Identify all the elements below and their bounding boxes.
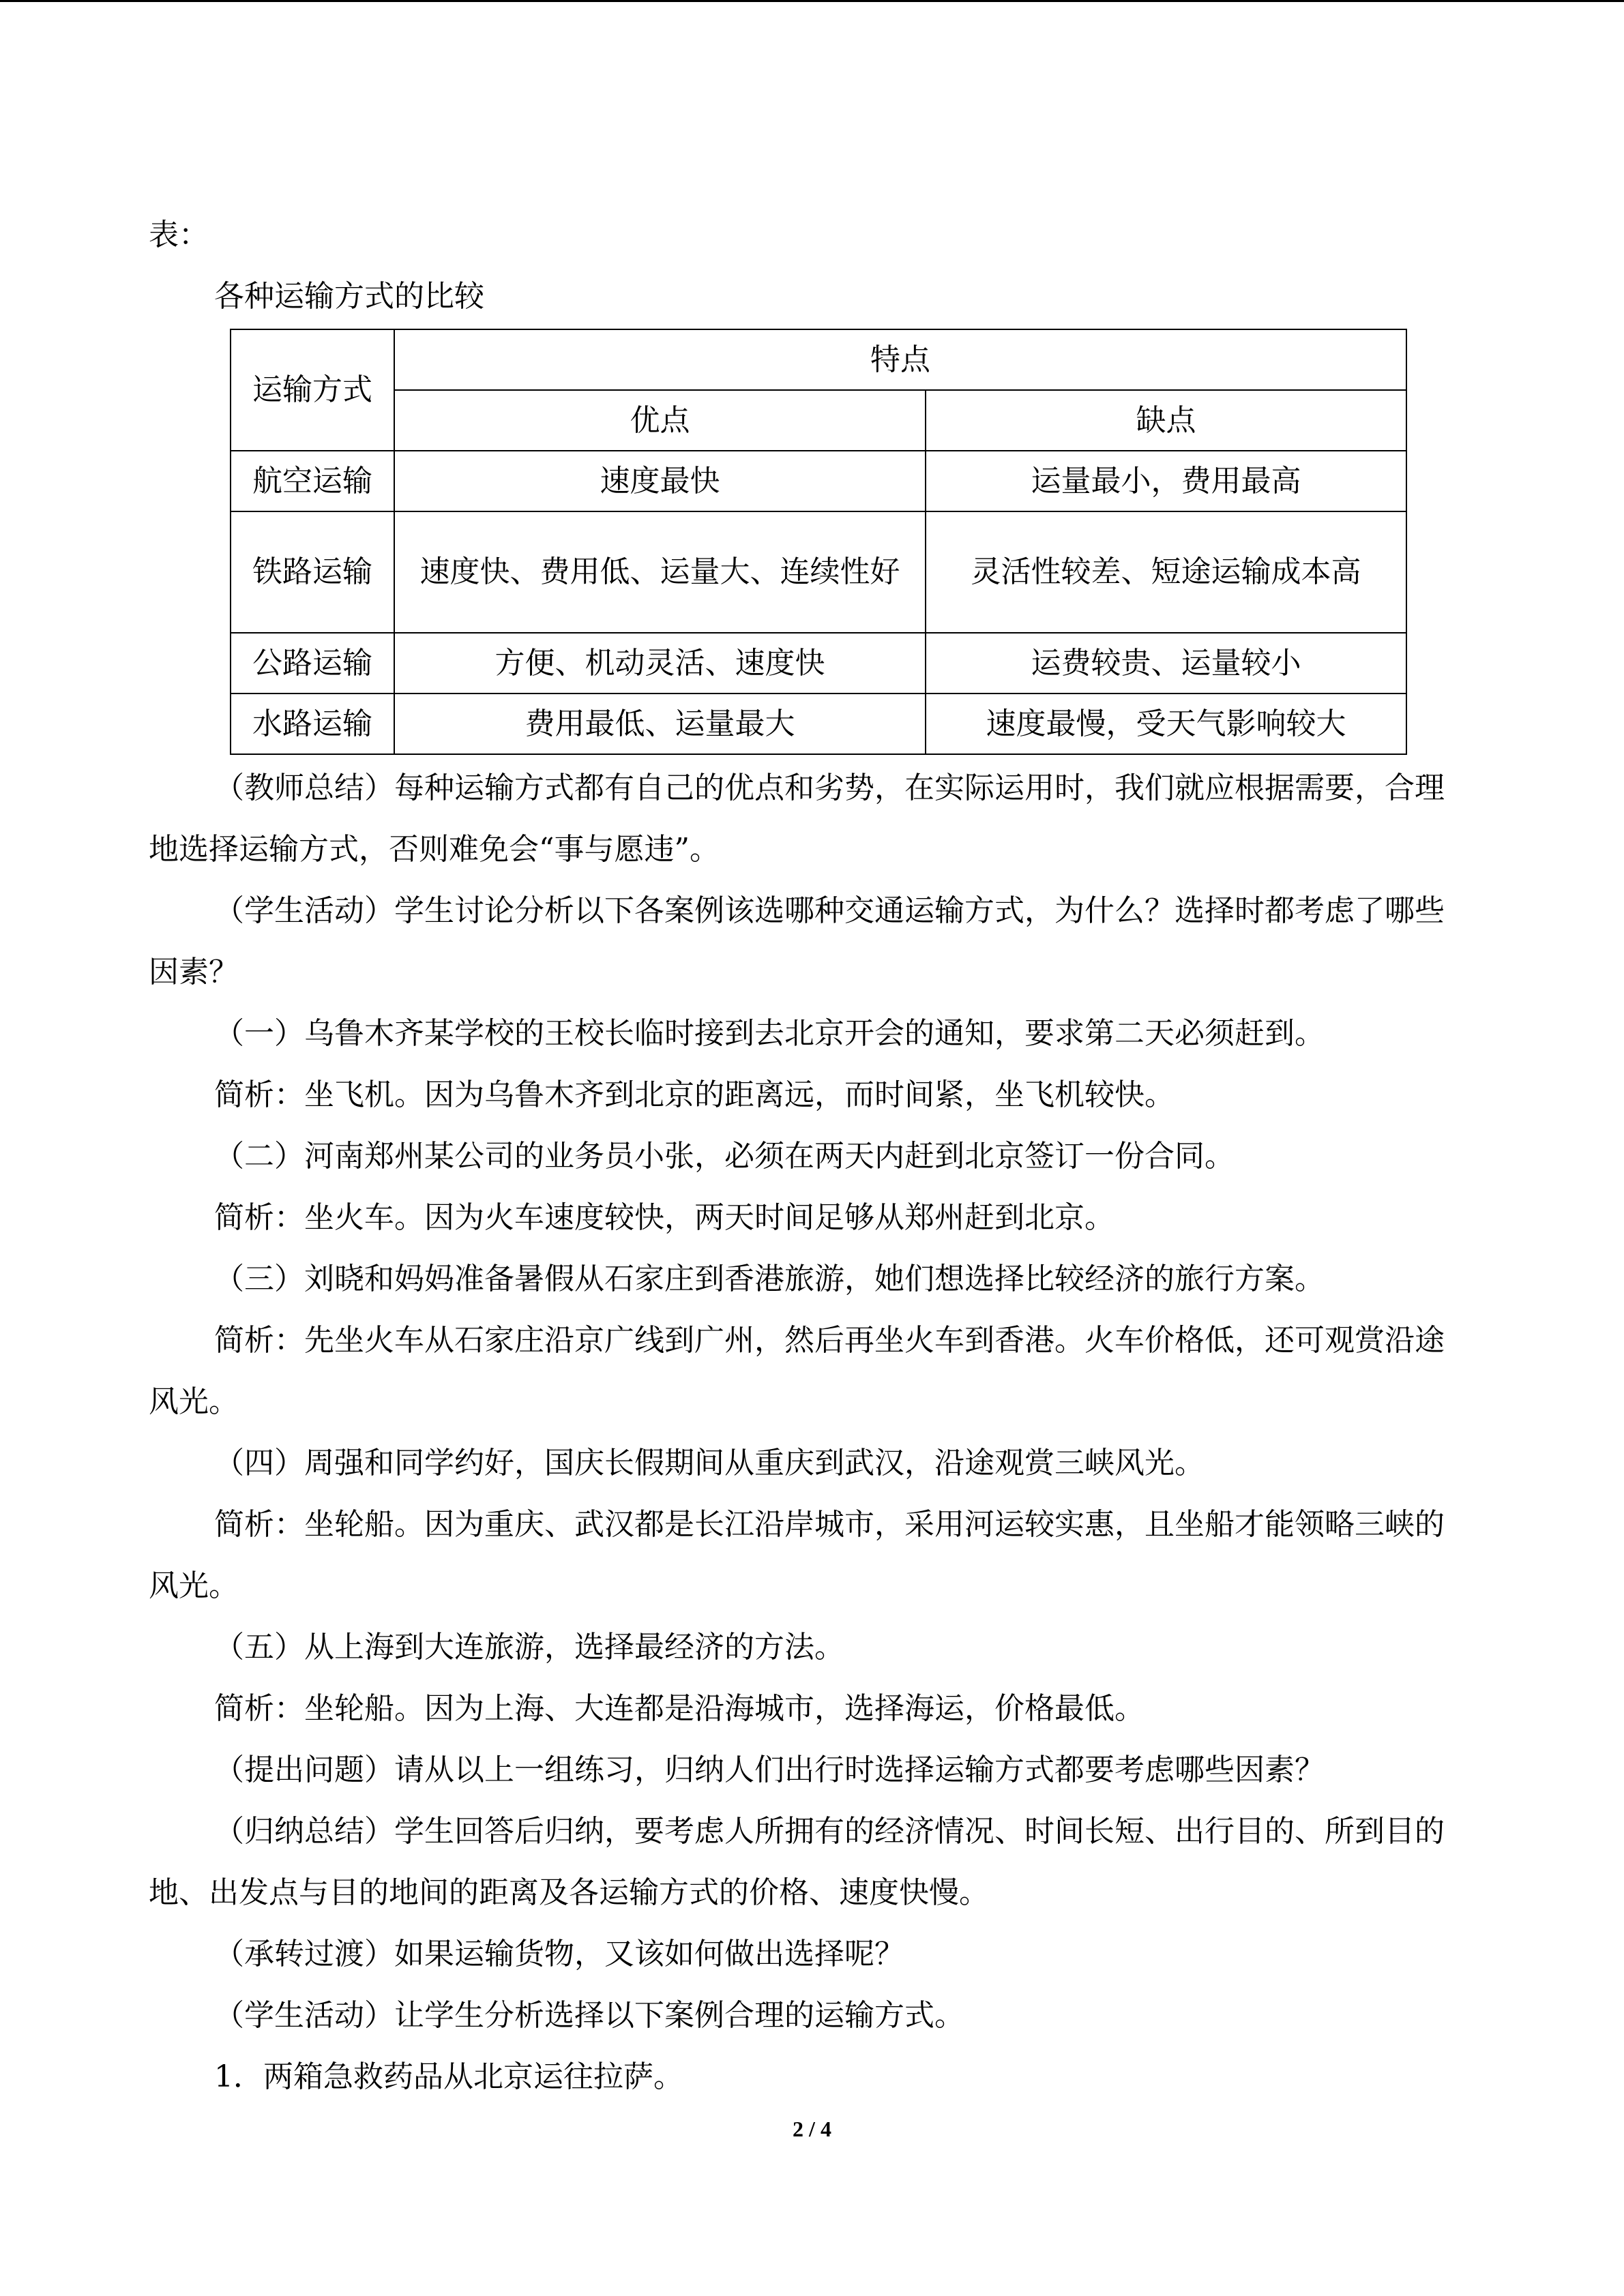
paragraph-question: （提出问题）请从以上一组练习，归纳人们出行时选择运输方式都要考虑哪些因素？ bbox=[214, 1753, 1325, 1787]
row-advantages: 速度最快 bbox=[394, 451, 926, 511]
case-4: （四）周强和同学约好，国庆长假期间从重庆到武汉，沿途观赏三峡风光。 bbox=[214, 1446, 1205, 1480]
row-advantages: 速度快、费用低、运量大、连续性好 bbox=[394, 511, 926, 633]
cargo-case-1: 1．两箱急救药品从北京运往拉萨。 bbox=[214, 2059, 683, 2094]
case-3-analysis: 简析：先坐火车从石家庄沿京广线到广州，然后再坐火车到香港。火车价格低，还可观赏沿途风光。 bbox=[149, 1323, 1445, 1419]
row-mode: 公路运输 bbox=[231, 633, 394, 694]
row-disadvantages: 灵活性较差、短途运输成本高 bbox=[926, 511, 1406, 633]
case-2: （二）河南郑州某公司的业务员小张，必须在两天内赶到北京签订一份合同。 bbox=[214, 1139, 1235, 1174]
table-row bbox=[231, 633, 1406, 694]
case-1: （一）乌鲁木齐某学校的王校长临时接到去北京开会的通知，要求第二天必须赶到。 bbox=[214, 1016, 1325, 1051]
header-features: 特点 bbox=[394, 329, 1406, 390]
row-disadvantages: 运费较贵、运量较小 bbox=[926, 633, 1406, 694]
case-5-analysis: 简析：坐轮船。因为上海、大连都是沿海城市，选择海运，价格最低。 bbox=[214, 1691, 1145, 1726]
page-number: 2 / 4 bbox=[793, 2117, 831, 2141]
case-2-analysis: 简析：坐火车。因为火车速度较快，两天时间足够从郑州赶到北京。 bbox=[214, 1200, 1114, 1235]
paragraph-student-activity: （学生活动）学生讨论分析以下各案例该选哪种交通运输方式，为什么？选择时都考虑了哪些因素？ bbox=[149, 893, 1445, 989]
paragraph-student-activity-2: （学生活动）让学生分析选择以下案例合理的运输方式。 bbox=[214, 1998, 964, 2033]
table-row bbox=[231, 694, 1406, 754]
case-5: （五）从上海到大连旅游，选择最经济的方法。 bbox=[214, 1630, 844, 1665]
row-disadvantages: 运量最小，费用最高 bbox=[926, 451, 1406, 511]
table-header-row bbox=[231, 329, 1406, 390]
intro-label: 表： bbox=[149, 218, 209, 252]
row-mode: 铁路运输 bbox=[231, 511, 394, 633]
table-row bbox=[231, 511, 1406, 633]
paragraph-conclusion: （归纳总结）学生回答后归纳，要考虑人所拥有的经济情况、时间长短、出行目的、所到目的地、出发点与目的地间的距离及各运输方式的价格、速度快慢。 bbox=[149, 1814, 1445, 1910]
table-caption: 各种运输方式的比较 bbox=[214, 279, 484, 314]
case-3: （三）刘晓和妈妈准备暑假从石家庄到香港旅游，她们想选择比较经济的旅行方案。 bbox=[214, 1262, 1325, 1296]
table-subheader-row bbox=[231, 390, 1406, 451]
row-disadvantages: 速度最慢，受天气影响较大 bbox=[926, 694, 1406, 754]
paragraph-transition: （承转过渡）如果运输货物，又该如何做出选择呢？ bbox=[214, 1937, 904, 1971]
row-mode: 航空运输 bbox=[231, 451, 394, 511]
transport-comparison-table bbox=[230, 329, 1407, 755]
table-row bbox=[231, 451, 1406, 511]
case-4-analysis: 简析：坐轮船。因为重庆、武汉都是长江沿岸城市，采用河运较实惠，且坐船才能领略三峡的风光。 bbox=[149, 1507, 1445, 1603]
row-mode: 水路运输 bbox=[231, 694, 394, 754]
document-body bbox=[149, 205, 1460, 2108]
paragraph-teacher-summary: （教师总结）每种运输方式都有自己的优点和劣势，在实际运用时，我们就应根据需要，合理地选择运输方式，否则难免会“事与愿违”。 bbox=[149, 771, 1445, 867]
case-1-analysis: 简析：坐飞机。因为乌鲁木齐到北京的距离远，而时间紧，坐飞机较快。 bbox=[214, 1077, 1175, 1112]
page-top-border bbox=[0, 0, 1624, 2]
header-disadvantages: 缺点 bbox=[926, 390, 1406, 451]
header-advantages: 优点 bbox=[394, 390, 926, 451]
row-advantages: 费用最低、运量最大 bbox=[394, 694, 926, 754]
row-advantages: 方便、机动灵活、速度快 bbox=[394, 633, 926, 694]
header-mode: 运输方式 bbox=[231, 329, 394, 451]
